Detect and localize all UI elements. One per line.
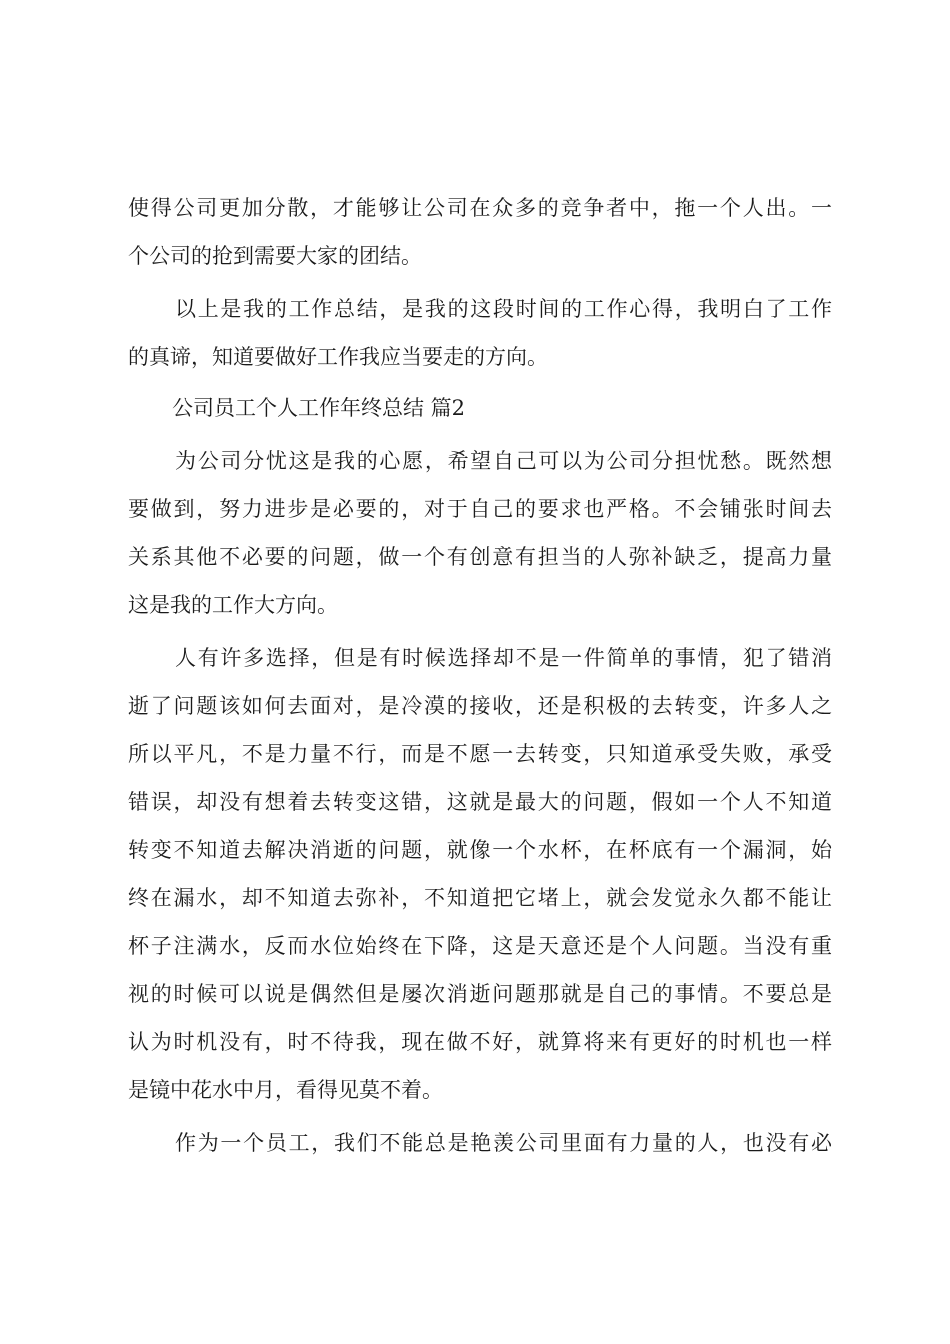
line-text: 错误，却没有想着去转变这错，这就是最大的问题，假如一个人不知道 bbox=[128, 790, 832, 814]
line-text: 要做到，努力进步是必要的，对于自己的要求也严格。不会铺张时间去 bbox=[128, 497, 832, 521]
line-text: 的真谛，知道要做好工作我应当要走的方向。 bbox=[128, 345, 548, 369]
line-text: 转变不知道去解决消逝的问题，就像一个水杯，在杯底有一个漏洞，始 bbox=[128, 838, 832, 862]
text-line bbox=[0, 236, 950, 276]
line-text: 个公司的抢到需要大家的团结。 bbox=[128, 244, 422, 268]
line-text: 认为时机没有，时不待我，现在做不好，就算将来有更好的时机也一样 bbox=[128, 1030, 832, 1054]
section-heading bbox=[0, 388, 950, 428]
line-text: 是镜中花水中月，看得见莫不着。 bbox=[128, 1078, 443, 1102]
text-line bbox=[0, 585, 950, 625]
line-text: 使得公司更加分散，才能够让公司在众多的竞争者中，拖一个人出。一 bbox=[128, 196, 832, 220]
text-line bbox=[0, 537, 950, 577]
text-line bbox=[0, 289, 950, 329]
text-line bbox=[0, 1022, 950, 1062]
text-line bbox=[0, 188, 950, 228]
line-text: 关系其他不必要的问题，做一个有创意有担当的人弥补缺乏，提高力量 bbox=[128, 545, 832, 569]
text-line bbox=[0, 782, 950, 822]
line-text: 杯子注满水，反而水位始终在下降，这是天意还是个人问题。当没有重 bbox=[128, 934, 832, 958]
line-text: 逝了问题该如何去面对，是冷漠的接收，还是积极的去转变，许多人之 bbox=[128, 694, 832, 718]
text-line bbox=[0, 878, 950, 918]
line-text: 人有许多选择，但是有时候选择却不是一件简单的事情，犯了错消 bbox=[175, 646, 832, 670]
text-line bbox=[0, 926, 950, 966]
line-text: 为公司分忧这是我的心愿，希望自己可以为公司分担忧愁。既然想 bbox=[175, 449, 832, 473]
text-line bbox=[0, 830, 950, 870]
text-line bbox=[0, 441, 950, 481]
text-line bbox=[0, 638, 950, 678]
text-line bbox=[0, 734, 950, 774]
line-text: 所以平凡，不是力量不行，而是不愿一去转变，只知道承受失败，承受 bbox=[128, 742, 832, 766]
line-text: 终在漏水，却不知道去弥补，不知道把它堵上，就会发觉永久都不能让 bbox=[128, 886, 832, 910]
line-text: 视的时候可以说是偶然但是屡次消逝问题那就是自己的事情。不要总是 bbox=[128, 982, 832, 1006]
line-text: 作为一个员工，我们不能总是艳羡公司里面有力量的人，也没有必 bbox=[175, 1131, 832, 1155]
text-line bbox=[0, 337, 950, 377]
heading-text: 公司员工个人工作年终总结 篇2 bbox=[172, 396, 466, 420]
text-line bbox=[0, 1070, 950, 1110]
line-text: 以上是我的工作总结，是我的这段时间的工作心得，我明白了工作 bbox=[175, 297, 832, 321]
text-line bbox=[0, 686, 950, 726]
text-line bbox=[0, 489, 950, 529]
line-text: 这是我的工作大方向。 bbox=[128, 593, 338, 617]
text-line bbox=[0, 1123, 950, 1163]
text-line bbox=[0, 974, 950, 1014]
